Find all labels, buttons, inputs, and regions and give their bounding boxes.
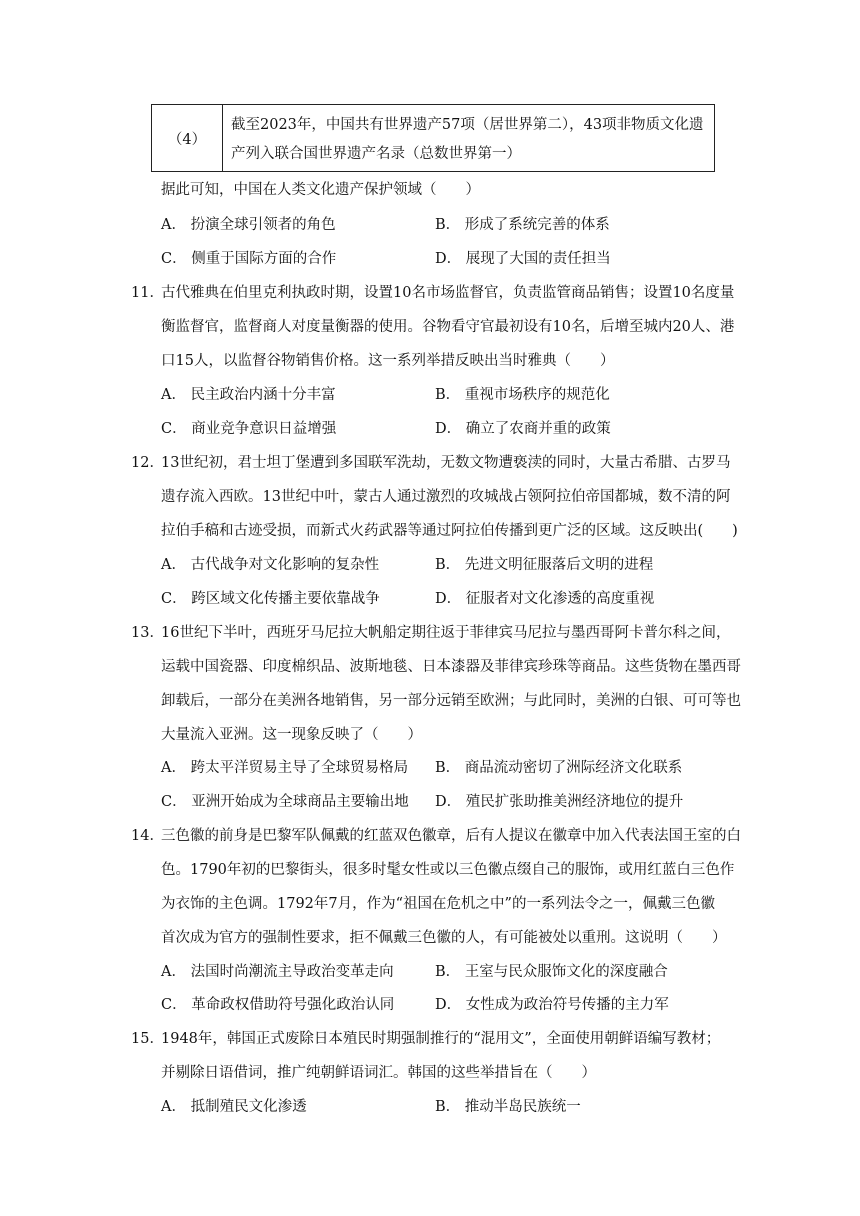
question-11-stem-line: 衡监督官，监督商人对度量衡器的使用。谷物看守官最初设有10名，后增至城内20人、港	[161, 319, 735, 335]
material-table	[151, 104, 715, 172]
question-15-stem-line: 1948年，韩国正式废除日本殖民时期强制推行的“混用文”，全面使用朝鲜语编写教材；	[161, 1031, 721, 1047]
question-11-number: 11．	[131, 285, 164, 301]
question-11-stem-line: 口15人，以监督谷物销售价格。这一系列举措反映出当时雅典（ ）	[161, 353, 615, 369]
question-11-option-b[interactable]: B． 重视市场秩序的规范化	[435, 387, 610, 403]
question-10-option-d[interactable]: D． 展现了大国的责任担当	[435, 251, 611, 267]
question-11-option-d[interactable]: D． 确立了农商并重的政策	[435, 421, 611, 437]
question-13-option-d[interactable]: D． 殖民扩张助推美洲经济地位的提升	[435, 794, 684, 810]
question-14-stem-line: 首次成为官方的强制性要求，拒不佩戴三色徽的人，有可能被处以重刑。这说明（ ）	[161, 930, 727, 946]
question-13-stem-line: 16世纪下半叶，西班牙马尼拉大帆船定期往返于菲律宾马尼拉与墨西哥阿卡普尔科之间，	[161, 625, 731, 641]
question-14-stem-line: 三色徽的前身是巴黎军队佩戴的红蓝双色徽章，后有人提议在徽章中加入代表法国王室的白	[161, 828, 741, 844]
question-14-number: 14．	[131, 828, 164, 844]
question-12-option-c[interactable]: C． 跨区域文化传播主要依靠战争	[161, 591, 380, 607]
question-12-option-d[interactable]: D． 征服者对文化渗透的高度重视	[435, 591, 655, 607]
question-11-option-a[interactable]: A． 民主政治内涵十分丰富	[161, 387, 336, 403]
question-12-option-b[interactable]: B． 先进文明征服落后文明的进程	[435, 557, 654, 573]
question-12-number: 12．	[131, 455, 164, 471]
question-12-stem-line: 拉伯手稿和古迹受损，而新式火药武器等通过阿拉伯传播到更广泛的区域。这反映出( )	[161, 523, 738, 539]
question-15-option-b[interactable]: B． 推动半岛民族统一	[435, 1099, 581, 1115]
question-14-stem-line: 为衣饰的主色调。1792年7月，作为“祖国在危机之中”的一系列法令之一，佩戴三色徽	[161, 896, 715, 912]
question-12-stem-line: 13世纪初，君士坦丁堡遭到多国联军洗劫，无数文物遭亵渎的同时，大量古希腊、古罗马	[161, 455, 731, 471]
question-11-option-c[interactable]: C． 商业竞争意识日益增强	[161, 421, 337, 437]
table-row-text	[223, 105, 714, 171]
question-12-option-a[interactable]: A． 古代战争对文化影响的复杂性	[161, 557, 380, 573]
question-14-option-d[interactable]: D． 女性成为政治符号传播的主力军	[435, 997, 669, 1013]
table-row-number: （4）	[152, 105, 223, 171]
question-12-stem-line: 遗存流入西欧。13世纪中叶，蒙古人通过激烈的攻城战占领阿拉伯帝国都城，数不清的阿	[161, 489, 731, 505]
table-row-line: 产列入联合国世界遗产名录（总数世界第一）	[231, 146, 521, 162]
question-15-option-a[interactable]: A． 抵制殖民文化渗透	[161, 1099, 307, 1115]
question-13-option-b[interactable]: B． 商品流动密切了洲际经济文化联系	[435, 760, 683, 776]
question-13-option-c[interactable]: C． 亚洲开始成为全球商品主要输出地	[161, 794, 409, 810]
question-10-option-c[interactable]: C． 侧重于国际方面的合作	[161, 251, 337, 267]
question-13-option-a[interactable]: A． 跨太平洋贸易主导了全球贸易格局	[161, 760, 409, 776]
question-10-stem: 据此可知，中国在人类文化遗产保护领域（ ）	[161, 182, 480, 198]
question-14-option-c[interactable]: C． 革命政权借助符号强化政治认同	[161, 997, 395, 1013]
question-10-option-a[interactable]: A． 扮演全球引领者的角色	[161, 217, 336, 233]
question-13-stem-line: 大量流入亚洲。这一现象反映了（ ）	[161, 727, 422, 743]
question-13-stem-line: 运载中国瓷器、印度棉织品、波斯地毯、日本漆器及菲律宾珍珠等商品。这些货物在墨西哥	[161, 659, 741, 675]
question-15-number: 15．	[131, 1031, 164, 1047]
table-row-line: 截至2023年，中国共有世界遗产57项（居世界第二），43项非物质文化遗	[231, 117, 704, 133]
question-14-option-b[interactable]: B． 王室与民众服饰文化的深度融合	[435, 964, 668, 980]
question-13-stem-line: 卸载后，一部分在美洲各地销售，另一部分远销至欧洲；与此同时，美洲的白银、可可等也	[161, 693, 741, 709]
question-10-option-b[interactable]: B． 形成了系统完善的体系	[435, 217, 610, 233]
question-15-stem-line: 并剔除日语借词，推广纯朝鲜语词汇。韩国的这些举措旨在（ ）	[161, 1065, 596, 1081]
question-14-stem-line: 色。1790年初的巴黎街头，很多时髦女性或以三色徽点缀自己的服饰，或用红蓝白三色作	[161, 862, 735, 878]
question-11-stem-line: 古代雅典在伯里克利执政时期，设置10名市场监督官，负责监管商品销售；设置10名度量	[161, 285, 735, 301]
question-14-option-a[interactable]: A． 法国时尚潮流主导政治变革走向	[161, 964, 394, 980]
question-13-number: 13．	[131, 625, 164, 641]
